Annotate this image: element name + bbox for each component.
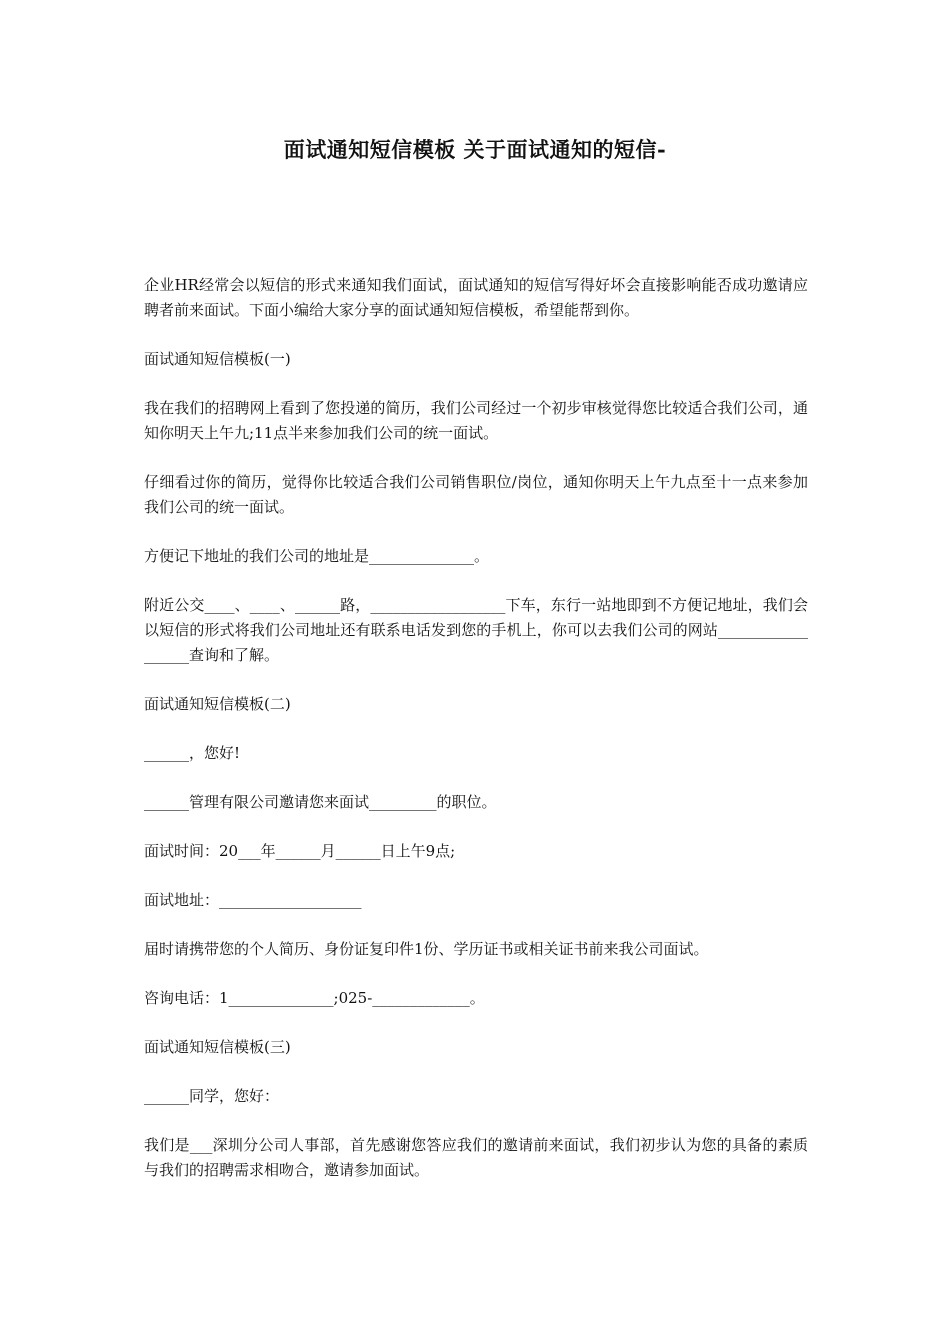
paragraph: ______，您好! (144, 744, 241, 762)
section-heading-template-3: 面试通知短信模板(三) (144, 1038, 291, 1056)
paragraph: 面试地址：___________________ (144, 891, 362, 909)
document-body (144, 273, 808, 1207)
section-heading-template-2: 面试通知短信模板(二) (144, 695, 291, 713)
paragraph: 我在我们的招聘网上看到了您投递的简历，我们公司经过一个初步审核觉得您比较适合我们公司，通知你明天上午九;11点半来参加我们公司的统一面试。 (144, 399, 808, 442)
section-heading-template-1: 面试通知短信模板(一) (144, 350, 291, 368)
document-title: 面试通知短信模板 关于面试通知的短信- (283, 137, 667, 162)
paragraph: ______管理有限公司邀请您来面试_________的职位。 (144, 793, 497, 811)
paragraph: 我们是___深圳分公司人事部，首先感谢您答应我们的邀请前来面试，我们初步认为您的具备的素质与我们的招聘需求相吻合，邀请参加面试。 (144, 1136, 808, 1179)
intro-paragraph: 企业HR经常会以短信的形式来通知我们面试，面试通知的短信写得好坏会直接影响能否成功邀请应聘者前来面试。下面小编给大家分享的面试通知短信模板，希望能帮到你。 (144, 276, 808, 319)
paragraph: 附近公交____、____、______路，__________________下车，东行一站地即到不方便记地址，我们会以短信的形式将我们公司地址还有联系电话发到您的手机上，你可以去我们公司的网站__________________查询和了解。 (144, 596, 808, 664)
paragraph: 届时请携带您的个人简历、身份证复印件1份、学历证书或相关证书前来我公司面试。 (144, 940, 709, 958)
paragraph: 面试时间：20___年______月______日上午9点; (144, 842, 456, 860)
paragraph: 方便记下地址的我们公司的地址是______________。 (144, 547, 490, 565)
paragraph: ______同学，您好： (144, 1087, 280, 1105)
paragraph: 咨询电话：1______________;025-_____________。 (144, 989, 485, 1007)
paragraph: 仔细看过你的简历，觉得你比较适合我们公司销售职位/岗位，通知你明天上午九点至十一点来参加我们公司的统一面试。 (144, 473, 808, 516)
